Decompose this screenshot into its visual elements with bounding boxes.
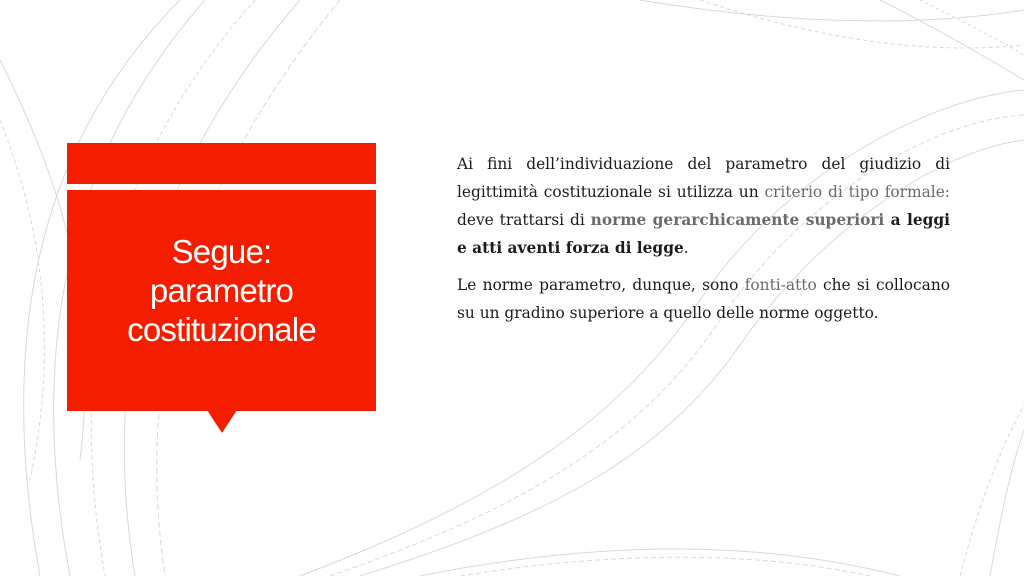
text-run: deve trattarsi di: [457, 211, 591, 229]
paragraph-criterio: [457, 150, 950, 262]
text-run: Ai fini dell’individuazione del parametro del giudizio di legittimità costituzionale si utilizza un: [457, 155, 950, 201]
accent-bar: [67, 143, 376, 184]
emphasis-run: fonti-atto: [744, 276, 817, 294]
slide-title: [67, 232, 376, 349]
slide-title-line-3: costituzionale: [127, 311, 316, 348]
slide-title-line-1: Segue:: [171, 233, 272, 270]
title-panel-pointer: [207, 410, 237, 433]
text-run: Le norme parametro, dunque, sono: [457, 276, 745, 294]
text-run: .: [683, 239, 689, 257]
emphasis-run: criterio di tipo formale:: [764, 183, 950, 201]
body-text: [457, 150, 950, 336]
bold-run: a leggi e atti aventi forza di legge: [457, 211, 951, 257]
slide-title-line-2: parametro: [149, 272, 294, 309]
text-run: che si collocano su un gradino superiore a quello delle norme oggetto.: [457, 276, 950, 322]
paragraph-fonti-atto: [457, 271, 950, 327]
emphasis-run: norme gerarchicamente superiori: [590, 211, 885, 229]
